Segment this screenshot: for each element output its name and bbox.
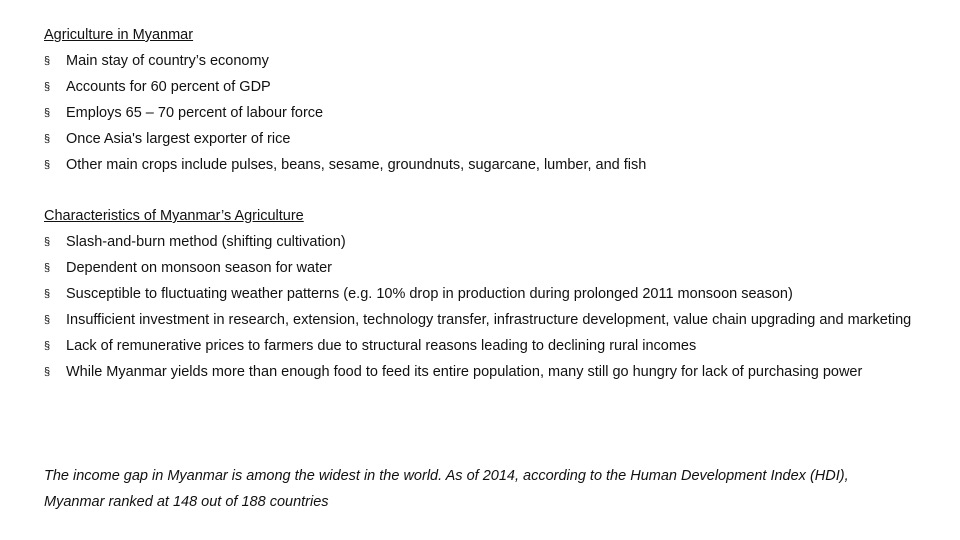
income-gap-note: The income gap in Myanmar is among the widest in the world. As of 2014, according to the Human Development Index (HDI), Myanmar ranked at 148 out of 188 countries	[44, 468, 849, 510]
list-item	[44, 48, 934, 74]
item-text: Main stay of country’s economy	[66, 53, 269, 69]
section-characteristics	[44, 203, 934, 385]
bullet-icon: §	[44, 236, 51, 248]
bullet-icon: §	[44, 366, 51, 378]
item-text: Employs 65 – 70 percent of labour force	[66, 105, 324, 121]
item-text: Once Asia's largest exporter of rice	[66, 131, 291, 147]
item-text: Susceptible to fluctuating weather patterns (e.g. 10% drop in production during prolonged 2011 monsoon season)	[66, 286, 793, 302]
list-item	[44, 152, 934, 178]
bullet-icon: §	[44, 55, 51, 67]
bullet-icon: §	[44, 107, 51, 119]
bullet-list	[44, 48, 934, 178]
section-heading: Characteristics of Myanmar’s Agriculture	[44, 208, 304, 224]
item-text: Insufficient investment in research, extension, technology transfer, infrastructure development, value chain upgrading and marketing	[66, 312, 912, 328]
bullet-icon: §	[44, 133, 51, 145]
item-text: Dependent on monsoon season for water	[66, 260, 333, 276]
list-item	[44, 255, 934, 281]
bullet-icon: §	[44, 262, 51, 274]
list-item	[44, 229, 934, 255]
list-item	[44, 333, 934, 359]
item-text: Accounts for 60 percent of GDP	[66, 79, 271, 95]
section-heading: Agriculture in Myanmar	[44, 27, 194, 43]
item-text: While Myanmar yields more than enough food to feed its entire population, many still go hungry for lack of purchasing power	[66, 364, 863, 380]
bullet-icon: §	[44, 314, 51, 326]
bullet-icon: §	[44, 159, 51, 171]
bullet-icon: §	[44, 81, 51, 93]
bullet-icon: §	[44, 288, 51, 300]
item-text: Other main crops include pulses, beans, sesame, groundnuts, sugarcane, lumber, and fish	[66, 157, 647, 173]
list-item	[44, 359, 934, 385]
item-text: Slash-and-burn method (shifting cultivation)	[66, 234, 346, 250]
bullet-icon: §	[44, 340, 51, 352]
list-item	[44, 281, 934, 307]
list-item	[44, 307, 934, 333]
bullet-list	[44, 229, 934, 385]
list-item	[44, 74, 934, 100]
list-item	[44, 100, 934, 126]
section-agriculture	[44, 22, 934, 178]
item-text: Lack of remunerative prices to farmers due to structural reasons leading to declining rural incomes	[66, 338, 697, 354]
list-item	[44, 126, 934, 152]
